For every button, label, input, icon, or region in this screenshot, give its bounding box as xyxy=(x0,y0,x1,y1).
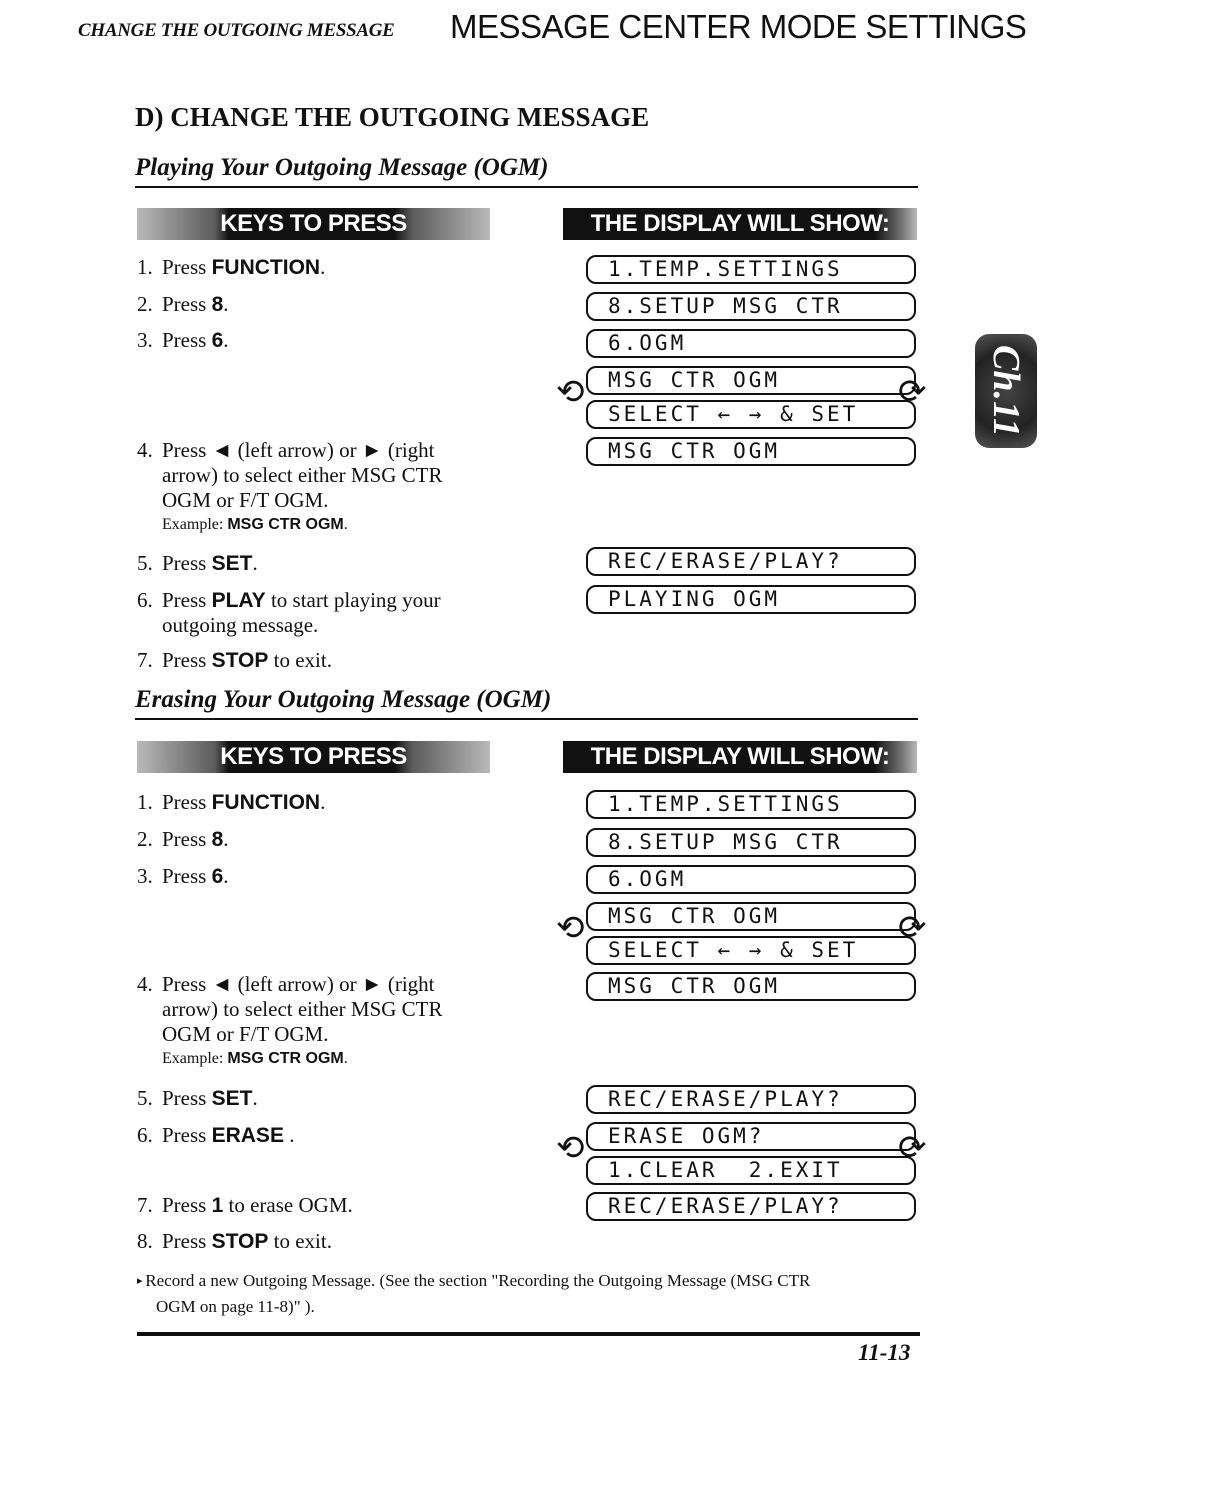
step-number: 4. xyxy=(137,438,153,462)
lcd-display: MSG CTR OGM xyxy=(586,366,916,395)
lcd-display: 6.OGM xyxy=(586,329,916,358)
display-banner-erasing: THE DISPLAY WILL SHOW: xyxy=(563,741,917,773)
playing-step-1 xyxy=(137,255,517,280)
footer-rule xyxy=(137,1332,920,1336)
step-text: arrow) to select either MSG CTR xyxy=(162,997,443,1021)
step-text: arrow) to select either MSG CTR xyxy=(162,463,443,487)
step-key: 6 xyxy=(211,865,224,888)
step-text: to start playing your xyxy=(265,588,441,612)
step-text: Press ◄ (left arrow) or ► (right xyxy=(162,972,435,996)
lcd-display: REC/ERASE/PLAY? xyxy=(586,1192,916,1221)
page-number: 11-13 xyxy=(858,1340,911,1365)
loop-right-arrow-icon: ⟳ xyxy=(898,372,927,412)
loop-right-arrow-icon: ⟳ xyxy=(898,1128,927,1168)
step-number: 7. xyxy=(137,648,153,672)
step-number: 5. xyxy=(137,551,153,575)
step-text: . xyxy=(320,790,326,814)
step-text: . xyxy=(252,551,258,575)
step-key: SET xyxy=(211,552,253,575)
lcd-display: SELECT ← → & SET xyxy=(586,936,916,965)
running-header-left: CHANGE THE OUTGOING MESSAGE xyxy=(78,20,395,41)
footnote xyxy=(137,1268,927,1320)
step-text: Press xyxy=(162,328,212,352)
step-text: Press xyxy=(162,292,212,316)
step-text: Press xyxy=(162,1086,212,1110)
step-text: Press xyxy=(162,864,212,888)
step-key: 1 xyxy=(211,1194,224,1217)
step-key: 6 xyxy=(211,329,224,352)
step-text: . xyxy=(252,1086,258,1110)
chapter-tab xyxy=(975,334,1037,448)
erasing-step-1 xyxy=(137,790,517,815)
keys-banner-erasing: KEYS TO PRESS xyxy=(137,741,490,773)
erasing-step-8 xyxy=(137,1229,517,1254)
step-number: 1. xyxy=(137,790,153,814)
step-number: 3. xyxy=(137,328,153,352)
step-key: 8 xyxy=(211,828,224,851)
step-text: OGM or F/T OGM. xyxy=(162,1022,329,1046)
step-text: to exit. xyxy=(268,1229,332,1253)
step-number: 7. xyxy=(137,1193,153,1217)
lcd-display: REC/ERASE/PLAY? xyxy=(586,547,916,576)
display-banner-playing: THE DISPLAY WILL SHOW: xyxy=(563,208,917,240)
footnote-line-1: ▸ Record a new Outgoing Message. (See the section "Recording the Outgoing Message (MSG CTR xyxy=(137,1271,811,1290)
playing-step-7 xyxy=(137,648,517,673)
step-text: Press xyxy=(162,648,212,672)
step-text: to exit. xyxy=(268,648,332,672)
keys-banner-playing: KEYS TO PRESS xyxy=(137,208,490,240)
step-text: Press xyxy=(162,588,212,612)
step-number: 6. xyxy=(137,588,153,612)
running-header-right: MESSAGE CENTER MODE SETTINGS xyxy=(450,8,1027,45)
loop-left-arrow-icon: ⟲ xyxy=(556,908,585,948)
step-example: Example: MSG CTR OGM. xyxy=(162,1050,348,1067)
lcd-display: 1.CLEAR 2.EXIT xyxy=(586,1156,916,1185)
step-number: 6. xyxy=(137,1123,153,1147)
erasing-step-2 xyxy=(137,827,517,852)
section-title: D) CHANGE THE OUTGOING MESSAGE xyxy=(135,102,650,132)
playing-step-3 xyxy=(137,328,517,353)
bullet-icon: ▸ xyxy=(137,1275,146,1287)
step-number: 1. xyxy=(137,255,153,279)
playing-step-5 xyxy=(137,551,517,576)
step-number: 4. xyxy=(137,972,153,996)
step-text: . xyxy=(223,328,229,352)
lcd-display: MSG CTR OGM xyxy=(586,902,916,931)
lcd-display: MSG CTR OGM xyxy=(586,972,916,1001)
step-text: to erase OGM. xyxy=(223,1193,353,1217)
step-text: Press xyxy=(162,790,212,814)
lcd-display: 8.SETUP MSG CTR xyxy=(586,292,916,321)
lcd-display: 1.TEMP.SETTINGS xyxy=(586,790,916,819)
step-key: PLAY xyxy=(211,589,266,612)
step-key: SET xyxy=(211,1087,253,1110)
loop-left-arrow-icon: ⟲ xyxy=(556,372,585,412)
step-text: OGM or F/T OGM. xyxy=(162,488,329,512)
lcd-display: SELECT ← → & SET xyxy=(586,400,916,429)
footnote-line-2: OGM on page 11-8)" ). xyxy=(156,1297,315,1316)
step-example: Example: MSG CTR OGM. xyxy=(162,516,348,533)
playing-step-2 xyxy=(137,292,517,317)
step-key: STOP xyxy=(211,649,269,672)
playing-subtitle: Playing Your Outgoing Message (OGM) xyxy=(135,154,918,188)
step-text: . xyxy=(223,827,229,851)
step-text: Press ◄ (left arrow) or ► (right xyxy=(162,438,435,462)
erasing-step-3 xyxy=(137,864,517,889)
lcd-display: ERASE OGM? xyxy=(586,1122,916,1151)
step-text: . xyxy=(223,292,229,316)
erasing-step-7 xyxy=(137,1193,517,1218)
lcd-display: REC/ERASE/PLAY? xyxy=(586,1085,916,1114)
lcd-display: 8.SETUP MSG CTR xyxy=(586,828,916,857)
step-key: 8 xyxy=(211,293,224,316)
step-text: Press xyxy=(162,1123,212,1147)
step-key: FUNCTION xyxy=(211,791,321,814)
step-text: Press xyxy=(162,827,212,851)
chapter-tab-label: Ch.11 xyxy=(985,345,1027,437)
step-key: ERASE xyxy=(211,1124,284,1147)
step-text: . xyxy=(283,1123,295,1147)
step-text: . xyxy=(223,864,229,888)
playing-step-6 xyxy=(137,588,517,638)
step-number: 2. xyxy=(137,827,153,851)
step-number: 2. xyxy=(137,292,153,316)
step-text: Press xyxy=(162,255,212,279)
erasing-step-4 xyxy=(137,972,517,1071)
step-key: STOP xyxy=(211,1230,269,1253)
step-number: 5. xyxy=(137,1086,153,1110)
step-number: 3. xyxy=(137,864,153,888)
step-text: Press xyxy=(162,551,212,575)
loop-left-arrow-icon: ⟲ xyxy=(556,1128,585,1168)
erasing-step-6 xyxy=(137,1123,517,1148)
playing-step-4 xyxy=(137,438,517,537)
lcd-display: PLAYING OGM xyxy=(586,585,916,614)
loop-right-arrow-icon: ⟳ xyxy=(898,908,927,948)
step-number: 8. xyxy=(137,1229,153,1253)
step-key: FUNCTION xyxy=(211,256,321,279)
erasing-subtitle: Erasing Your Outgoing Message (OGM) xyxy=(135,686,918,720)
step-text: outgoing message. xyxy=(162,613,319,637)
lcd-display: 1.TEMP.SETTINGS xyxy=(586,255,916,284)
erasing-step-5 xyxy=(137,1086,517,1111)
lcd-display: 6.OGM xyxy=(586,865,916,894)
step-text: Press xyxy=(162,1193,212,1217)
lcd-display: MSG CTR OGM xyxy=(586,437,916,466)
step-text: . xyxy=(320,255,326,279)
step-text: Press xyxy=(162,1229,212,1253)
